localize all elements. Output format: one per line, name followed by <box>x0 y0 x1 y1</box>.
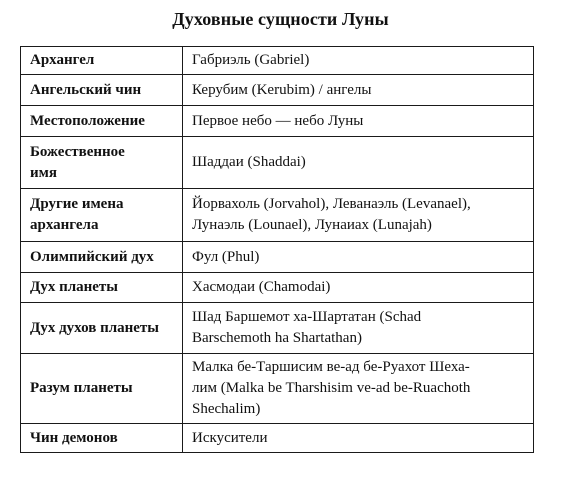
label-line: Дух духов планеты <box>30 319 160 336</box>
value-line: Лунаэль (Lounael), Лунаиах (Lunajah) <box>192 217 432 233</box>
row-value <box>183 47 534 75</box>
label-line: Местоположение <box>30 112 145 129</box>
row-value <box>183 303 534 354</box>
row-label <box>21 106 183 137</box>
table-row <box>21 424 534 453</box>
label-line: Божественное <box>30 143 125 160</box>
row-label <box>21 75 183 106</box>
label-line: Олимпийский дух <box>30 248 154 265</box>
row-label <box>21 354 183 424</box>
value-line: Шаддаи (Shaddai) <box>192 154 306 170</box>
table-row <box>21 137 534 189</box>
label-line: архангела <box>30 217 99 233</box>
value-line: Shechalim) <box>192 401 261 417</box>
value-line: Малка бе-Таршисим ве-ад бе-Руахот Шеха- <box>192 359 470 375</box>
value-line: лим (Malka be Tharshisim ve-ad be-Ruachoth <box>192 380 471 396</box>
value-line: Керубим (Kerubim) / ангелы <box>192 81 372 98</box>
row-label <box>21 424 183 453</box>
spirits-table <box>20 46 534 453</box>
value-line: Первое небо — небо Луны <box>192 112 364 129</box>
label-line: Дух планеты <box>30 279 119 295</box>
row-label <box>21 303 183 354</box>
value-line: Шад Баршемот ха-Шартатан (Schad <box>192 309 422 325</box>
row-value <box>183 189 534 242</box>
label-line: Ангельский чин <box>30 81 142 98</box>
row-value <box>183 242 534 273</box>
value-line: Хасмодаи (Chamodai) <box>192 279 331 295</box>
table-row <box>21 75 534 106</box>
row-label <box>21 242 183 273</box>
label-line: Другие имена <box>30 196 124 212</box>
value-line: Габриэль (Gabriel) <box>192 52 310 68</box>
value-line: Искусители <box>192 429 268 446</box>
row-label <box>21 137 183 189</box>
value-line: Йорвахоль (Jorvahol), Леванаэль (Levanael), <box>192 196 471 212</box>
table-row <box>21 189 534 242</box>
table-row <box>21 273 534 303</box>
label-line: Архангел <box>30 52 95 68</box>
value-line: Barschemoth ha Shartathan) <box>192 330 362 346</box>
value-line: Фул (Phul) <box>192 248 260 265</box>
table-row <box>21 242 534 273</box>
row-value <box>183 137 534 189</box>
table-row <box>21 106 534 137</box>
row-value <box>183 273 534 303</box>
row-value <box>183 354 534 424</box>
row-value <box>183 106 534 137</box>
row-label <box>21 273 183 303</box>
table-row <box>21 303 534 354</box>
row-label <box>21 47 183 75</box>
row-value <box>183 424 534 453</box>
table-row <box>21 354 534 424</box>
table-row <box>21 47 534 75</box>
row-label <box>21 189 183 242</box>
label-line: Чин демонов <box>30 429 118 446</box>
row-value <box>183 75 534 106</box>
label-line: Разум планеты <box>30 380 133 396</box>
label-line: имя <box>30 164 57 181</box>
page-title: Духовные сущности Луны <box>172 9 389 29</box>
